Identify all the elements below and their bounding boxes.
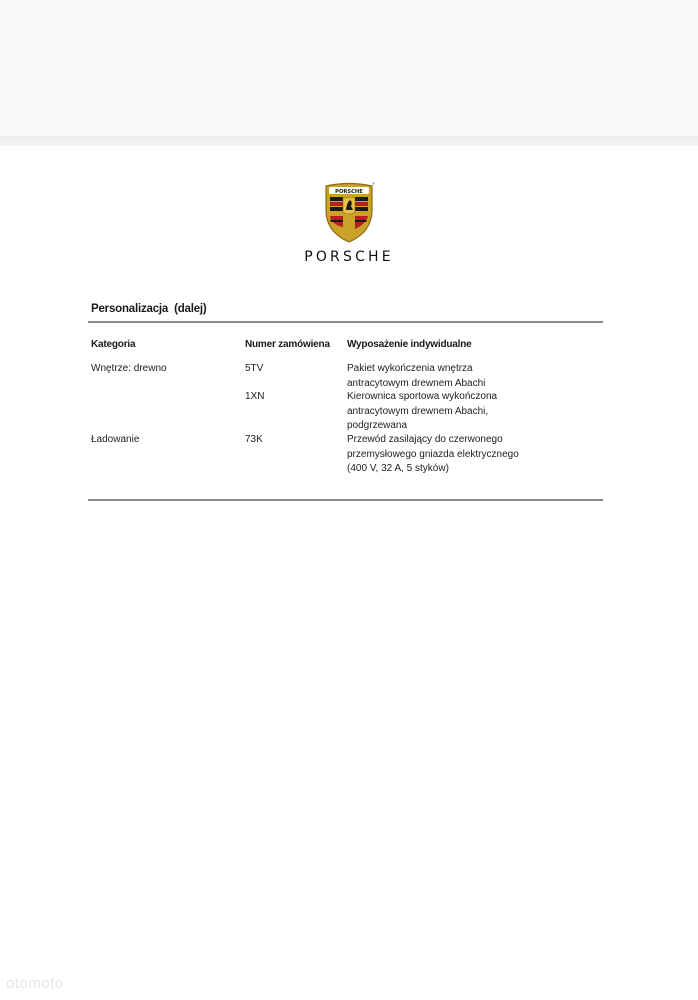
wordmark-text: PORSCHE	[304, 249, 394, 264]
row-2-code: 1XN	[245, 391, 265, 402]
row-3-description-line-2: przemysłowego gniazda elektrycznego	[347, 448, 519, 460]
porsche-logo	[0, 180, 698, 264]
previous-page-area	[0, 0, 698, 136]
header-order-number: Numer zamówiena	[245, 339, 330, 350]
row-1-category: Wnętrze: drewno	[91, 363, 167, 374]
row-3-description-line-3: (400 V, 32 A, 5 styków)	[347, 463, 449, 474]
watermark: otomoto	[6, 975, 64, 992]
row-1-description-line-2: antracytowym drewnem Abachi	[347, 377, 486, 389]
section-title: Personalizacja (dalej)	[91, 303, 207, 315]
row-3-category: Ładowanie	[91, 434, 140, 445]
crest-text: PORSCHE	[335, 189, 363, 195]
porsche-crest-icon	[320, 180, 378, 244]
table-bottom-rule	[88, 499, 603, 501]
table-top-rule	[88, 321, 603, 323]
row-1-code: 5TV	[245, 363, 264, 374]
header-category: Kategoria	[91, 339, 136, 350]
row-2-description-line-2: antracytowym drewnem Abachi,	[347, 405, 489, 417]
document-page	[0, 146, 698, 1000]
row-3-description-line-1: Przewód zasilający do czerwonego	[347, 434, 503, 445]
porsche-wordmark	[273, 248, 425, 264]
header-equipment: Wyposażenie indywidualne	[347, 339, 472, 350]
row-3-code: 73K	[245, 434, 263, 445]
registered-mark: ®	[372, 181, 375, 186]
row-2-description-line-1: Kierownica sportowa wykończona	[347, 391, 498, 402]
row-1-description-line-1: Pakiet wykończenia wnętrza	[347, 363, 473, 374]
row-2-description-line-3: podgrzewana	[347, 420, 408, 431]
page-separator	[0, 136, 698, 146]
